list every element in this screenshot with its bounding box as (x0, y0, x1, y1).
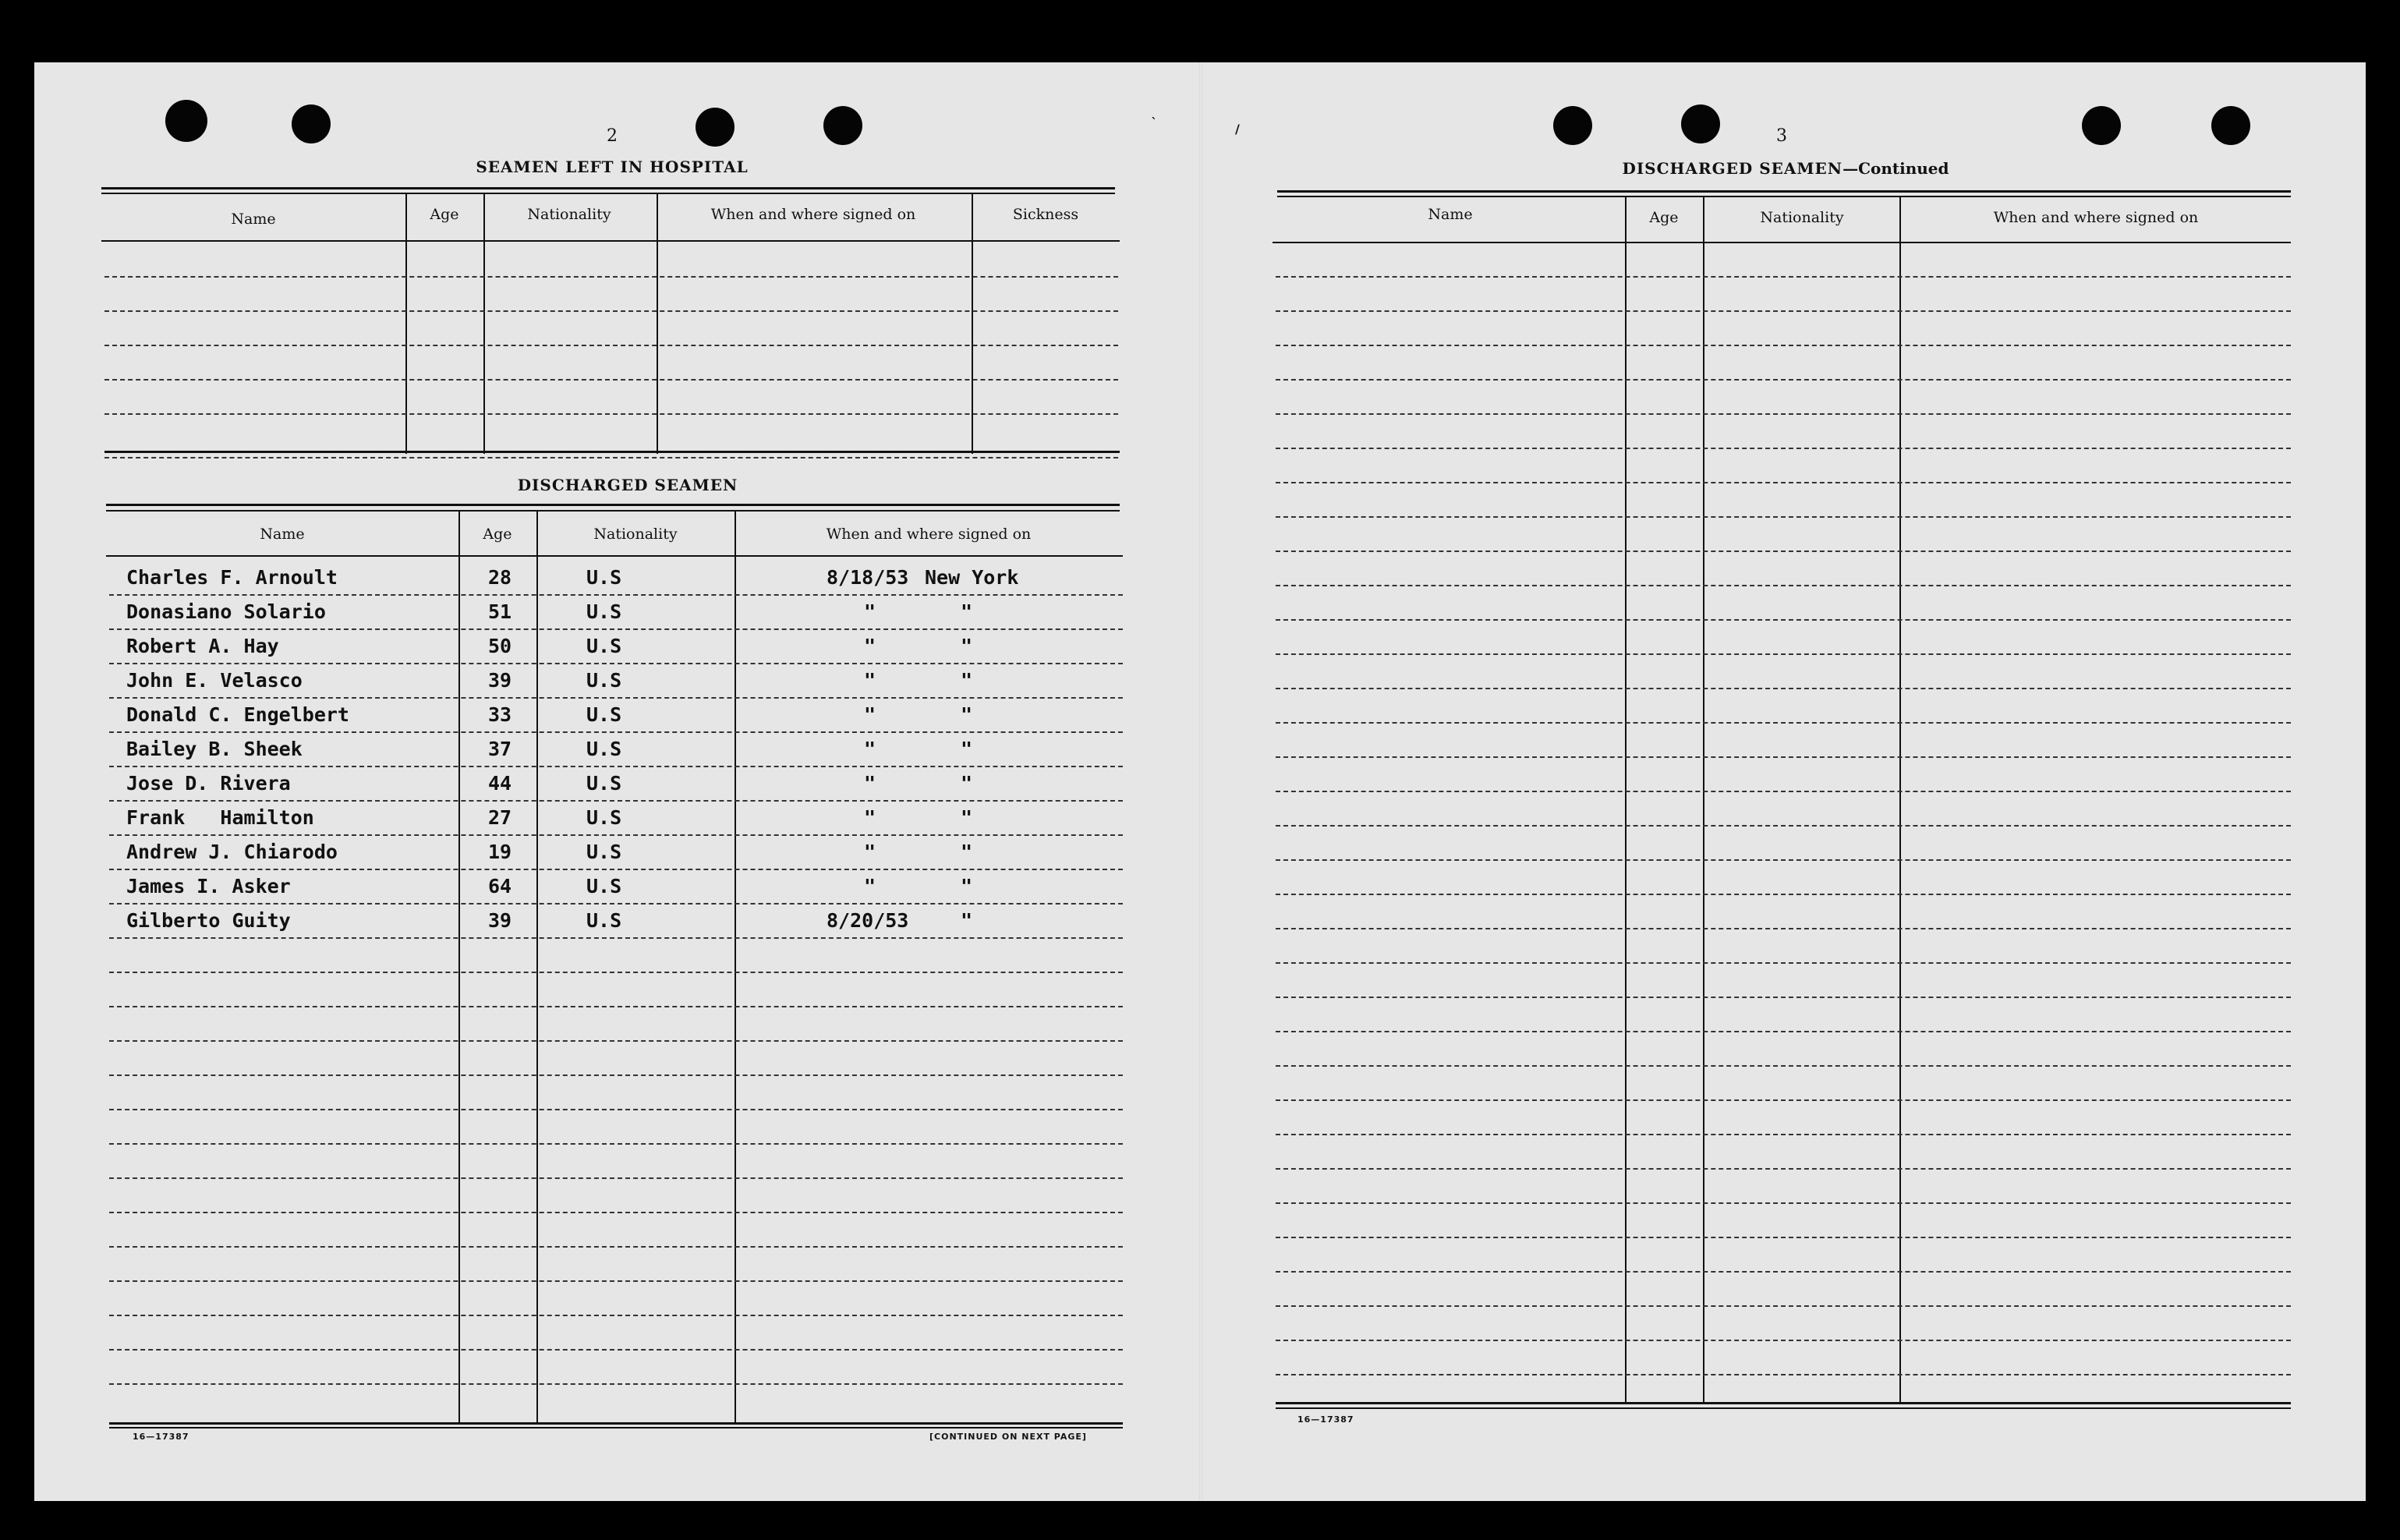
row-rule (1276, 859, 2291, 861)
discharged-top-rule (106, 504, 1120, 506)
seaman-nationality: U.S (586, 875, 622, 897)
row-rule (1276, 1340, 2291, 1341)
row-rule (1276, 448, 2291, 449)
right-bottom-rule-thin (1276, 1407, 2291, 1409)
punch-hole (165, 100, 207, 142)
row-rule (109, 1177, 1123, 1179)
punch-hole (696, 108, 735, 147)
signed-on-place: " (961, 841, 973, 863)
hospital-row-line (104, 276, 1118, 278)
discharged-bottom-rule-thin (109, 1427, 1123, 1428)
seaman-name: Gilberto Guity (126, 909, 291, 932)
seaman-age: 39 (488, 909, 512, 932)
row-rule (1276, 825, 2291, 827)
seaman-age: 27 (488, 806, 512, 829)
hospital-top-rule-thin (101, 193, 1115, 194)
discharged-col-age: Age (483, 526, 512, 543)
seaman-nationality: U.S (586, 669, 622, 692)
hospital-top-rule (101, 187, 1115, 189)
signed-on-place: " (961, 875, 973, 897)
right-col-signed-on: When and where signed on (1993, 209, 2199, 226)
row-rule (109, 834, 1123, 836)
seaman-nationality: U.S (586, 635, 622, 657)
seaman-nationality: U.S (586, 806, 622, 829)
continued-note: [CONTINUED ON NEXT PAGE] (929, 1432, 1087, 1442)
punch-hole (823, 106, 862, 145)
row-rule (1276, 1237, 2291, 1238)
signed-on-date: 8/18/53 (827, 566, 909, 589)
left-form-number: 16—17387 (133, 1432, 189, 1442)
seaman-nationality: U.S (586, 772, 622, 795)
seaman-nationality: U.S (586, 566, 622, 589)
row-rule (109, 1280, 1123, 1282)
signed-on-place: " (961, 806, 973, 829)
row-rule (1276, 722, 2291, 724)
signed-on-place: " (961, 600, 973, 623)
signed-on-date: " (864, 738, 876, 760)
hospital-col-nationality: Nationality (527, 206, 611, 223)
center-fold (1199, 62, 1202, 1501)
hospital-col-name: Name (231, 211, 276, 228)
signed-on-date: " (864, 703, 876, 726)
row-rule (109, 628, 1123, 630)
punch-hole (1553, 106, 1592, 145)
signed-on-date: " (864, 841, 876, 863)
signed-on-date: " (864, 806, 876, 829)
seaman-name: James I. Asker (126, 875, 291, 897)
right-page-number: 3 (1776, 126, 1787, 146)
right-form-number: 16—17387 (1297, 1414, 1354, 1425)
signed-on-place: " (961, 738, 973, 760)
row-rule (1276, 1031, 2291, 1032)
seaman-age: 33 (488, 703, 512, 726)
seaman-nationality: U.S (586, 841, 622, 863)
row-rule (109, 1315, 1123, 1316)
row-rule (1276, 276, 2291, 278)
row-rule (1276, 619, 2291, 621)
right-title-main: DISCHARGED SEAMEN (1622, 159, 1843, 178)
row-rule (1276, 1271, 2291, 1273)
seaman-age: 28 (488, 566, 512, 589)
row-rule (1276, 379, 2291, 381)
row-rule (109, 972, 1123, 973)
row-rule (109, 697, 1123, 699)
right-title-suffix: —Continued (1842, 159, 1949, 178)
seaman-age: 19 (488, 841, 512, 863)
row-rule (109, 1246, 1123, 1248)
row-rule (109, 869, 1123, 870)
signed-on-date: " (864, 772, 876, 795)
punch-hole (1681, 104, 1720, 143)
row-rule (1276, 1202, 2291, 1204)
row-rule (109, 903, 1123, 905)
hospital-bottom-rule (104, 451, 1120, 453)
seaman-name: Frank Hamilton (126, 806, 314, 829)
row-rule (1276, 1134, 2291, 1135)
signed-on-date: " (864, 875, 876, 897)
row-rule (1276, 551, 2291, 552)
seaman-age: 64 (488, 875, 512, 897)
row-rule (1276, 1374, 2291, 1375)
seaman-name: Jose D. Rivera (126, 772, 291, 795)
row-rule (1276, 413, 2291, 415)
row-rule (109, 731, 1123, 733)
hospital-row-line (104, 413, 1118, 415)
seaman-age: 39 (488, 669, 512, 692)
seaman-name: Donald C. Engelbert (126, 703, 349, 726)
punch-hole (2211, 106, 2250, 145)
punch-hole (292, 104, 331, 143)
hospital-col-sickness: Sickness (1012, 206, 1079, 223)
signed-on-date: " (864, 669, 876, 692)
hospital-row-line (104, 345, 1118, 346)
hospital-row-line (104, 379, 1118, 381)
discharged-top-rule-thin (106, 510, 1120, 512)
row-rule (109, 663, 1123, 664)
right-section-title (1591, 159, 1981, 178)
discharged-col-name: Name (260, 526, 305, 543)
discharged-col-nationality: Nationality (593, 526, 678, 543)
signed-on-date: " (864, 600, 876, 623)
discharged-bottom-rule (109, 1422, 1123, 1425)
row-rule (109, 937, 1123, 939)
row-rule (109, 1074, 1123, 1076)
row-rule (109, 1040, 1123, 1042)
hospital-header-rule (101, 240, 1120, 242)
row-rule (1276, 1065, 2291, 1067)
right-bottom-rule (1276, 1402, 2291, 1404)
row-rule (1276, 928, 2291, 929)
row-rule (109, 766, 1123, 767)
seaman-name: Bailey B. Sheek (126, 738, 303, 760)
hospital-col-signed-on: When and where signed on (710, 206, 916, 223)
row-rule (109, 1006, 1123, 1007)
hospital-row-line (104, 310, 1118, 312)
seaman-nationality: U.S (586, 703, 622, 726)
signed-on-place: New York (925, 566, 1019, 589)
left-page-number: 2 (607, 126, 618, 146)
right-col-age: Age (1649, 209, 1679, 226)
row-rule (1276, 688, 2291, 689)
right-top-rule-thin (1277, 196, 2291, 197)
seaman-age: 50 (488, 635, 512, 657)
signed-on-date: 8/20/53 (827, 909, 909, 932)
signed-on-place: " (961, 909, 973, 932)
row-rule (1276, 345, 2291, 346)
signed-on-place: " (961, 703, 973, 726)
row-rule (109, 1349, 1123, 1351)
seaman-age: 51 (488, 600, 512, 623)
discharged-section-title: DISCHARGED SEAMEN (517, 476, 738, 494)
row-rule (1276, 756, 2291, 758)
discharged-vline (735, 512, 736, 1424)
row-rule (1276, 585, 2291, 586)
seaman-name: Andrew J. Chiarodo (126, 841, 338, 863)
discharged-col-signed-on: When and where signed on (826, 526, 1032, 543)
right-header-rule (1273, 242, 2291, 243)
scan-speck: / (1235, 122, 1240, 136)
punch-hole (2082, 106, 2121, 145)
row-rule (109, 1143, 1123, 1145)
hospital-bottom-dash (104, 457, 1118, 458)
seaman-nationality: U.S (586, 600, 622, 623)
signed-on-place: " (961, 669, 973, 692)
row-rule (1276, 482, 2291, 483)
scan-speck: ` (1151, 115, 1157, 130)
seaman-age: 44 (488, 772, 512, 795)
signed-on-place: " (961, 772, 973, 795)
row-rule (1276, 997, 2291, 998)
row-rule (1276, 791, 2291, 792)
discharged-vline (536, 512, 538, 1424)
right-top-rule (1277, 190, 2291, 193)
row-rule (1276, 1305, 2291, 1307)
signed-on-date: " (864, 635, 876, 657)
discharged-vline (458, 512, 460, 1424)
seaman-age: 37 (488, 738, 512, 760)
right-col-name: Name (1428, 206, 1473, 223)
seaman-name: Donasiano Solario (126, 600, 326, 623)
row-rule (109, 594, 1123, 596)
seaman-nationality: U.S (586, 738, 622, 760)
hospital-col-age: Age (430, 206, 459, 223)
seaman-name: Robert A. Hay (126, 635, 279, 657)
row-rule (1276, 894, 2291, 895)
row-rule (109, 1212, 1123, 1213)
seaman-name: Charles F. Arnoult (126, 566, 338, 589)
row-rule (1276, 516, 2291, 518)
hospital-section-title: SEAMEN LEFT IN HOSPITAL (476, 158, 749, 176)
row-rule (109, 1383, 1123, 1385)
row-rule (109, 1109, 1123, 1110)
seaman-nationality: U.S (586, 909, 622, 932)
row-rule (1276, 653, 2291, 655)
row-rule (109, 800, 1123, 802)
signed-on-place: " (961, 635, 973, 657)
row-rule (1276, 1168, 2291, 1170)
seaman-name: John E. Velasco (126, 669, 303, 692)
row-rule (1276, 1099, 2291, 1101)
discharged-header-rule (106, 555, 1123, 557)
row-rule (1276, 310, 2291, 312)
right-col-nationality: Nationality (1760, 209, 1844, 226)
row-rule (1276, 962, 2291, 964)
